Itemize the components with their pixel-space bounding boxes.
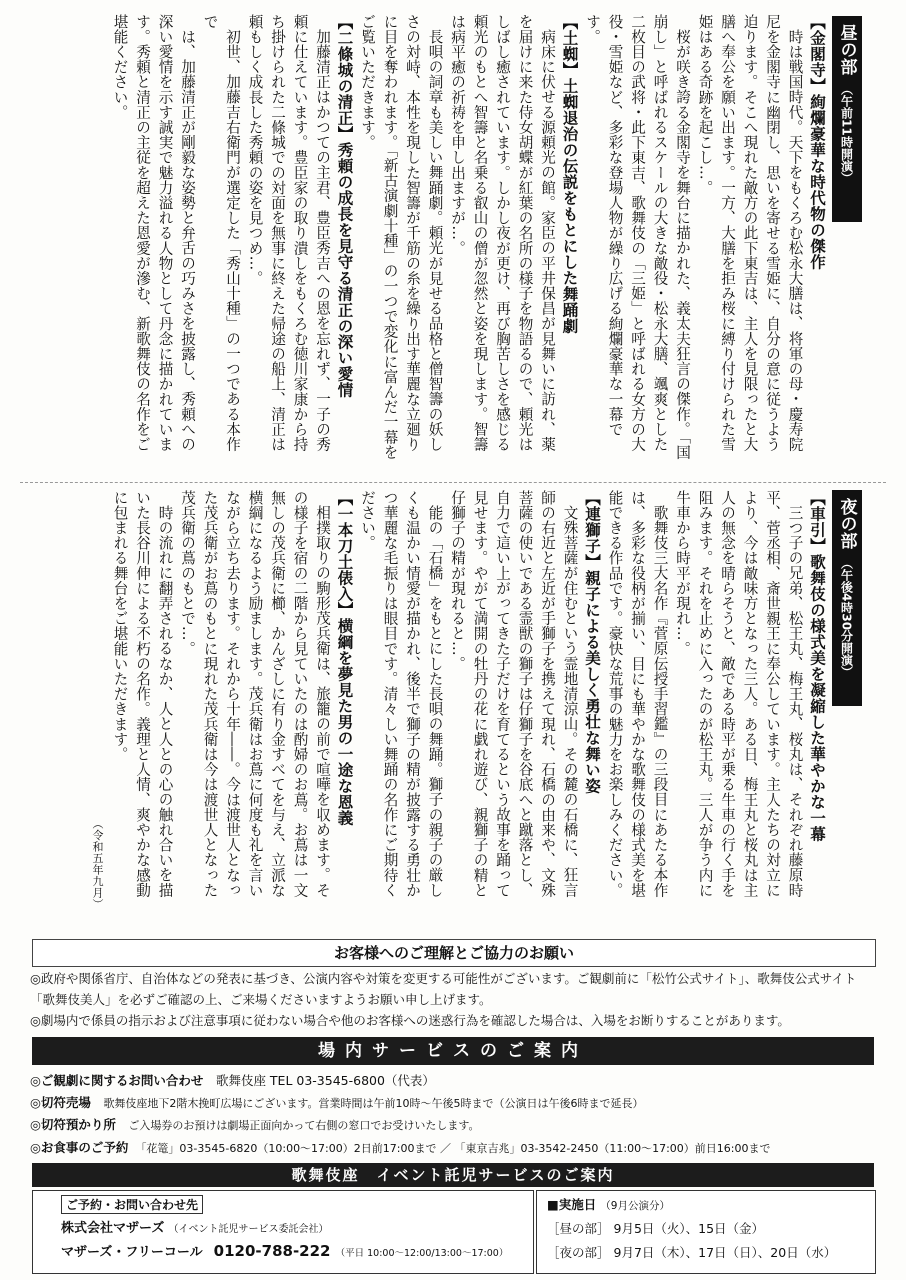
notice-item-2: ◎劇場内で係員の指示および注意事項に従わない場合や他のお客様への迷惑行為を確認した場合は、入場をお断りすることがあります。 xyxy=(30,1013,790,1028)
notice-title: お客様へのご理解とご協力のお願い xyxy=(32,939,876,967)
day-time-label: （午前11時開演） xyxy=(839,83,854,184)
night-program3-body-2: 時の流れに翻弄されるなか、人と人との心の触れ合いを描いた長谷川伸による不朽の名作。義理と人情、爽やかな感動に包まれる舞台をご堪能いただきます。 xyxy=(111,490,174,898)
day-program3-body-1: 加藤清正はかつての主君、豊臣秀吉への恩を忘れず、一子の秀頼に仕えています。豊臣家の取り潰しをもくろむ徳川家康から持ち掛けられた二條城での対面を無事に終えた帰途の船上、清正は頼もしく成長した秀頼の姿を見つめ…。 xyxy=(246,14,331,452)
day-program1-body-2: 桜が咲き誇る金閣寺を舞台に描かれた、義太夫狂言の傑作。「国崩し」と呼ばれるスケールの大きな敵役・松永大膳、颯爽とした二枚目の武将・此下東吉、歌舞伎の「三姫」と呼ばれる女方の大役・雪姫など、多彩な登場人物が繰り広げる絢爛豪華な一幕です。 xyxy=(584,14,691,460)
service-detail: 歌舞伎座地下2階木挽町広場にございます。営業時間は午前10時～午後5時まで（公演日は午後6時まで延長） xyxy=(103,1096,644,1110)
service-detail: 「花篭」03-3545-6820（10:00～17:00）2日前17:00まで ／ 「東京吉兆」03-3542-2450（11:00～17:00）前日16:00まで xyxy=(140,1141,771,1155)
childcare-night-dates: 9月7日（木）、17日（日）、20日（水） xyxy=(613,1245,837,1260)
day-program3-lead: 初世、加藤吉右衛門が選定した「秀山十種」の一つである本作で xyxy=(201,14,241,452)
childcare-dates-header xyxy=(547,1195,670,1213)
day-program2-body-1: 病床に伏せる源頼光の館。家臣の平井保昌が見舞いに訪れ、薬を届けに来た侍女胡蝶が紅葉の名所の様子を物語るので、頼光はしばし癒されています。しかし夜が更け、再び胸苦しさを感じる頼光のもとへ智籌と名乗る叡山の僧が忽然と姿を現します。智籌は病平癒の祈祷を申し出ますが…。 xyxy=(449,14,556,452)
childcare-dates-box xyxy=(536,1190,876,1274)
day-program3-body-2: は、加藤清正が剛毅な姿勢と弁舌の巧みさを披露し、秀頼への深い愛情を示す誠実で魅力溢れる人物として丹念に描かれています。秀頼と清正の主従を超えた恩愛が滲む、新歌舞伎の名作をご堪能ください。 xyxy=(111,14,196,452)
day-program2-body-2: 長唄の詞章も美しい舞踊劇。頼光が見せる品格と僧智籌の妖しさの対峙、本性を現した智籌が千筋の糸を繰り出す華麗な立廻りに目を奪われます。「新古演劇十種」の一つで変化に富んだ一幕をご覧いただきます。 xyxy=(359,14,444,460)
day-section-header xyxy=(832,16,862,222)
notice-item-1: ◎政府や関係省庁、自治体などの発表に基づき、公演内容や対策を変更する可能性がございます。ご観劇前に「松竹公式サイト」、歌舞伎公式サイト「歌舞伎美人」を必ずご確認の上、ご来場くださいますようお願い申し上げます。 xyxy=(30,971,857,1007)
childcare-day-dates: 9月5日（火）、15日（金） xyxy=(613,1221,765,1236)
service-item-ticket-keep xyxy=(30,1114,880,1137)
childcare-title-bar: 歌舞伎座 イベント託児サービスのご案内 xyxy=(32,1163,874,1187)
notice-list xyxy=(30,968,880,1031)
childcare-day-line xyxy=(547,1219,764,1237)
services-title-bar: 場内サービスのご案内 xyxy=(32,1037,874,1065)
service-label: ◎お食事のご予約 xyxy=(30,1139,129,1155)
service-label: ◎切符売場 xyxy=(30,1094,91,1110)
service-label: ◎切符預かり所 xyxy=(30,1117,116,1132)
night-program-text xyxy=(28,490,828,910)
childcare-dates-note: （9月公演分） xyxy=(600,1200,670,1212)
night-program2-title: 【連獅子】親子による美しく勇壮な舞い姿 xyxy=(583,490,601,794)
childcare-contact-label: ご予約・お問い合わせ先 xyxy=(61,1195,203,1214)
service-detail: 歌舞伎座 TEL 03-3545-6800（代表） xyxy=(215,1073,435,1088)
service-label: ◎ご観劇に関するお問い合わせ xyxy=(30,1073,204,1088)
day-program2-title: 【土蜘】土蜘退治の伝説をもとにした舞踊劇 xyxy=(560,14,579,334)
childcare-dates-label: ■実施日 xyxy=(547,1197,597,1212)
night-section-header xyxy=(832,490,862,706)
childcare-company: 株式会社マザーズ xyxy=(61,1221,165,1236)
night-program3-title: 【一本刀土俵入】横綱を夢見た男の一途な恩義 xyxy=(335,490,354,826)
night-header-label: 夜の部 xyxy=(836,498,857,549)
night-program1-title: 【車引】歌舞伎の様式美を凝縮した華やかな一幕 xyxy=(808,490,826,842)
childcare-company-note: （イベント託児サービス委託会社） xyxy=(168,1224,329,1235)
day-program1-title: 【金閣寺】絢爛豪華な時代物の傑作 xyxy=(808,14,826,270)
childcare-freecall-hours: （平日 10:00～12:00/13:00～17:00） xyxy=(335,1248,509,1259)
day-program-text xyxy=(28,14,828,464)
services-list xyxy=(30,1070,880,1159)
night-time-label: （午後4時30分開演） xyxy=(839,557,854,679)
service-item-dining xyxy=(30,1137,880,1160)
day-program1-body-1: 時は戦国時代。天下をもくろむ松永大膳は、将軍の母・慶寿院尼を金閣寺に幽閉し、思いを寄せる雪姫に、自分の意に従うよう迫ります。そこへ現れた敵方の此下東吉は、主人を見限ったと大膳へ奉公を願い出ます。一方、大膳を拒み桜に縛り付けられた雪姫はある奇跡を起こし…。 xyxy=(696,14,804,452)
childcare-freecall-line xyxy=(61,1241,508,1260)
night-program3-body-1: 相撲取りの駒形茂兵衛は、旅籠の前で喧嘩を収めます。その様子を宿の二階から見ていたのは酌婦のお蔦。お蔦は一文無しの茂兵衛に櫛、かんざしに有り金すべてを与え、立派な横綱になるよう励まします。茂兵衛はお蔦に何度も礼を言いながら立ち去ります。それから十年――。今は渡世人となった茂兵衛がお蔦のもとに現れた茂兵衛は今は渡世人となった茂兵衛の蔦のもとで…。 xyxy=(179,490,331,898)
section-divider xyxy=(20,482,886,483)
night-program2-body-2: 能の「石橋」をもとにした長唄の舞踊。獅子の親子の厳しくも温かい情愛が描かれ、後半で獅子の精が披露する勇壮かつ華麗な毛振りは眼目です。清々しい舞踊の名作にご期待ください。 xyxy=(359,490,444,898)
day-header-label: 昼の部 xyxy=(836,24,857,75)
service-item-inquiry xyxy=(30,1070,880,1092)
childcare-contact-box xyxy=(32,1190,534,1274)
childcare-day-label: ［昼の部］ xyxy=(547,1221,610,1236)
service-item-ticket-office xyxy=(30,1092,880,1115)
night-program1-body-2: 歌舞伎三大名作『菅原伝授手習鑑』の三段目にあたる本作は、多彩な役柄が揃い、目にも華やかな歌舞伎の様式美を堪能できる作品です。豪快な荒事の魅力をお楽しみください。 xyxy=(606,490,669,898)
night-program3-date: （令和五年九月） xyxy=(91,818,104,910)
day-program3-title: 【二條城の清正】秀頼の成長を見守る清正の深い愛情 xyxy=(335,14,354,398)
childcare-night-label: ［夜の部］ xyxy=(547,1245,610,1260)
childcare-freecall-number: 0120-788-222 xyxy=(213,1242,331,1260)
childcare-night-line xyxy=(547,1243,836,1261)
night-program1-body-1: 三つ子の兄弟、松王丸、梅王丸、桜丸は、それぞれ藤原時平、菅丞相、斎世親王に奉公しています。主人たちの対立により、今は敵味方となった三人。ある日、梅王丸と桜丸は主人の無念を晴らそうと、敵である時平が乗る牛車の行く手を阻みます。それを止めに入ったのが松王丸。三人が争う内に牛車から時平が現れ…。 xyxy=(674,490,804,898)
childcare-freecall-label: マザーズ・フリーコール xyxy=(61,1245,203,1260)
childcare-company-line xyxy=(61,1217,329,1236)
service-detail: ご入場券のお預けは劇場正面向かって右側の窓口でお受けいたします。 xyxy=(128,1119,480,1132)
night-program2-body-1: 文殊菩薩が住むという霊地清涼山。その麓の石橋に、狂言師の右近と左近が手獅子を携えて現れ、石橋の由来や、文殊菩薩の使いである霊獣の獅子は仔獅子を谷底へと蹴落とし、自力で這い上がってきた子だけを育てるという故事を踊って見せます。やがて満開の牡丹の花に戯れ遊び、親獅子の精と仔獅子の精が現れると…。 xyxy=(449,490,579,898)
